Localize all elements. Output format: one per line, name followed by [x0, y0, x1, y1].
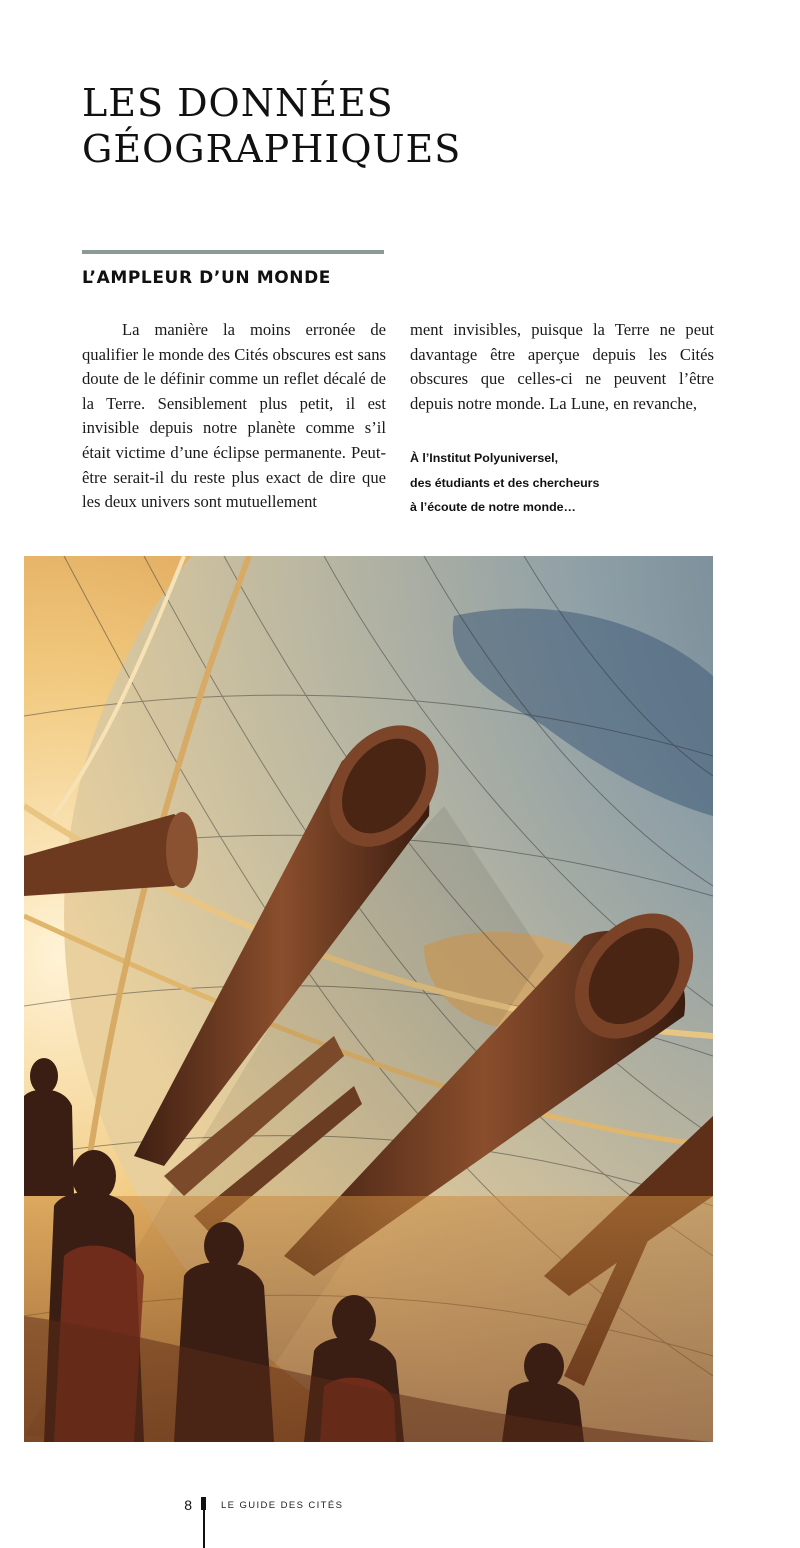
- footer-marker: [201, 1497, 206, 1510]
- caption-line-3: à l’écoute de notre monde…: [410, 500, 576, 515]
- page-title: [82, 80, 722, 172]
- page-number: 8: [184, 1497, 192, 1513]
- caption-line-2: des étudiants et des chercheurs: [410, 475, 600, 490]
- caption-line-1: À l’Institut Polyuniversel,: [410, 451, 559, 465]
- body-column-left: [82, 318, 386, 515]
- body-paragraph-right: ment invisibles, puisque la Terre ne peut davantage être aperçue depuis les Cités obscures que celles-ci ne peuvent l’être depuis notre monde. La Lune, en revanche,: [410, 320, 714, 413]
- body-column-right: [410, 318, 714, 416]
- body-paragraph-left: La manière la moins erronée de qualifier le monde des Cités obscures est sans doute de le définir comme un reflet décalé de la Terre. Sensiblement plus petit, il est invisible depuis notre planète comme s’il était victime d’une éclipse permanente. Peut-être serait-il du reste plus exact de dire que les deux univers sont mutuellement: [82, 320, 386, 512]
- running-title: LE GUIDE DES CITÉS: [221, 1500, 344, 1511]
- section-rule: [82, 250, 384, 254]
- page-title-line-1: LES DONNÉES: [82, 81, 394, 125]
- section-heading: L’AMPLEUR D’UN MONDE: [82, 268, 332, 288]
- observatory-illustration: [24, 556, 713, 1442]
- observatory-illustration-svg: [24, 556, 713, 1442]
- page-title-line-2: GÉOGRAPHIQUES: [82, 127, 462, 171]
- footer-divider: [203, 1510, 205, 1548]
- illustration-caption: [410, 446, 714, 520]
